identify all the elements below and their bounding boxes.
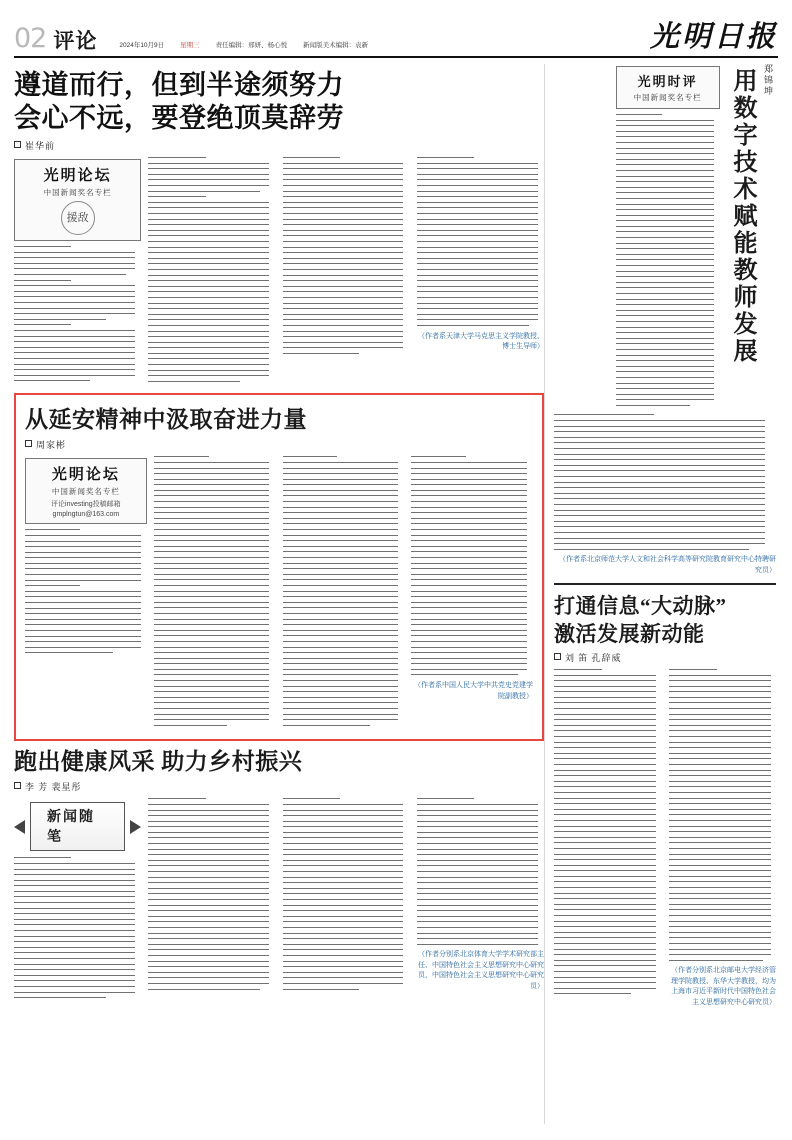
triangle-right-icon — [130, 820, 141, 834]
banner-subtitle: 中国新闻奖名专栏 — [633, 93, 702, 102]
lead-article — [14, 68, 544, 386]
weekday: 星期三 — [180, 42, 200, 49]
lead-byline — [14, 139, 544, 152]
text-block — [669, 669, 777, 961]
square-marker-icon — [14, 141, 21, 148]
paper-name: 光明日报 — [649, 21, 778, 53]
third-byline — [14, 780, 544, 793]
section-title: 评论 — [53, 29, 98, 53]
featured-body — [25, 456, 533, 730]
banner-subtitle: 中国新闻奖名专栏 — [43, 188, 112, 198]
lead-body — [14, 157, 544, 386]
page-number: 02 — [14, 23, 47, 54]
column-banner-news-pen — [14, 802, 141, 851]
banner-submit-label: 评论investing投稿邮箱 — [51, 501, 121, 509]
triangle-left-icon — [14, 820, 25, 834]
banner-email[interactable]: gmplngtun@163.com — [52, 511, 120, 519]
third-col-4 — [417, 798, 544, 1002]
right-article-2-author: 刘 笛 孔辞威 — [565, 652, 622, 663]
featured-byline — [25, 438, 533, 451]
right-article-1-author: 郑锦坤 — [763, 64, 773, 97]
right-article-2-body — [554, 669, 776, 1007]
text-block — [148, 798, 275, 989]
banner-title: 光明论坛 — [51, 467, 120, 484]
right-article-1-headline: 用数字技术赋能教师发展 — [729, 68, 755, 365]
text-block — [14, 246, 141, 381]
lead-col-4 — [417, 157, 544, 386]
right-column — [544, 64, 776, 1124]
lead-credit: （作者系天津大学马克思主义学院教授、 博士生导师） — [418, 331, 544, 350]
editors: 责任编辑：邢妍、杨心悦 — [215, 42, 288, 49]
text-block — [25, 529, 147, 653]
featured-col-1 — [25, 456, 147, 730]
masthead — [14, 10, 778, 58]
right-article-1 — [554, 64, 776, 410]
featured-article-highlight-box — [14, 393, 544, 741]
banner-title: 光明时评 — [637, 74, 698, 89]
text-block — [616, 114, 720, 406]
column-banner-guangming-forum-2 — [25, 458, 147, 524]
main-column — [14, 64, 544, 1124]
right-article-1-byline — [762, 64, 776, 398]
square-marker-icon — [25, 440, 32, 447]
lead-author: 崔华前 — [25, 141, 56, 152]
featured-author: 周家彬 — [36, 440, 67, 451]
masthead-meta — [119, 40, 368, 52]
text-block — [417, 798, 544, 944]
section-divider — [554, 583, 776, 585]
lead-headline-line2: 会心不远，要登绝顶莫辞劳 — [14, 102, 344, 133]
featured-col-4 — [411, 456, 533, 730]
right-article-1-credit: （作者系北京师范大学人文和社会科学高等研究院教育研究中心特聘研究员） — [559, 555, 776, 574]
art-editor: 新闻版美术编辑：袁新 — [303, 42, 369, 49]
text-block — [417, 157, 544, 326]
text-block — [154, 456, 276, 726]
right-article-2-byline — [554, 651, 776, 664]
third-credit: （作者分别系北京体育大学学术研究部主任、中国特色社会主义思想研究中心研究员，中国特色社会主义思想研究中心研究员） — [418, 950, 544, 990]
third-col-1 — [14, 798, 141, 1002]
right-col-content-top — [616, 64, 720, 410]
third-headline: 跑出健康风采 助力乡村振兴 — [14, 749, 303, 775]
featured-credit: （作者系中国人民大学中共党史党建学院副教授） — [414, 681, 533, 700]
third-body — [14, 798, 544, 1002]
third-col-3 — [283, 798, 410, 1002]
right2-col-1 — [554, 669, 662, 1007]
right-article-2-headline-line1: 打通信息“大动脉” — [554, 594, 727, 619]
third-author: 李 芳 裴星彤 — [25, 782, 82, 793]
text-block — [411, 456, 533, 675]
text-block — [283, 798, 410, 989]
text-block — [283, 157, 410, 354]
right-article-1-continued — [554, 414, 776, 549]
banner-subtitle: 中国新闻奖名专栏 — [51, 487, 120, 497]
third-article — [14, 747, 544, 1002]
right2-col-2 — [669, 669, 777, 1007]
paper-logo — [650, 23, 778, 52]
third-col-2 — [148, 798, 275, 1002]
text-block — [148, 157, 275, 382]
lead-col-1 — [14, 157, 141, 386]
right-headline-wrap — [726, 64, 776, 398]
right-article-2-headline-line2: 激活发展新动能 — [554, 621, 705, 646]
lead-headline-line1: 遵道而行，但到半途须努力 — [14, 70, 344, 100]
banner-label: 新闻随笔 — [30, 802, 125, 851]
column-banner-guangming-forum — [14, 159, 141, 241]
banner-seal: 援敌 — [61, 201, 95, 235]
page-content — [14, 64, 778, 1124]
square-marker-icon — [554, 653, 561, 660]
square-marker-icon — [14, 782, 21, 789]
lead-col-2 — [148, 157, 275, 386]
right-article-2 — [554, 593, 776, 1007]
text-block — [14, 857, 141, 998]
lead-col-3 — [283, 157, 410, 386]
text-block — [283, 456, 405, 726]
featured-col-3 — [283, 456, 405, 730]
featured-col-2 — [154, 456, 276, 730]
column-banner-guangming-review — [616, 66, 720, 109]
featured-headline: 从延安精神中汲取奋进力量 — [25, 407, 307, 433]
text-block — [554, 669, 662, 994]
right-article-2-credit: （作者分别系北京邮电大学经济管理学院教授、东华大学教授，均为上海市习近平新时代中国特色社会主义思想研究中心研究员） — [671, 966, 776, 1006]
banner-title: 光明论坛 — [43, 168, 112, 185]
publish-date: 2024年10月9日 — [119, 42, 165, 49]
